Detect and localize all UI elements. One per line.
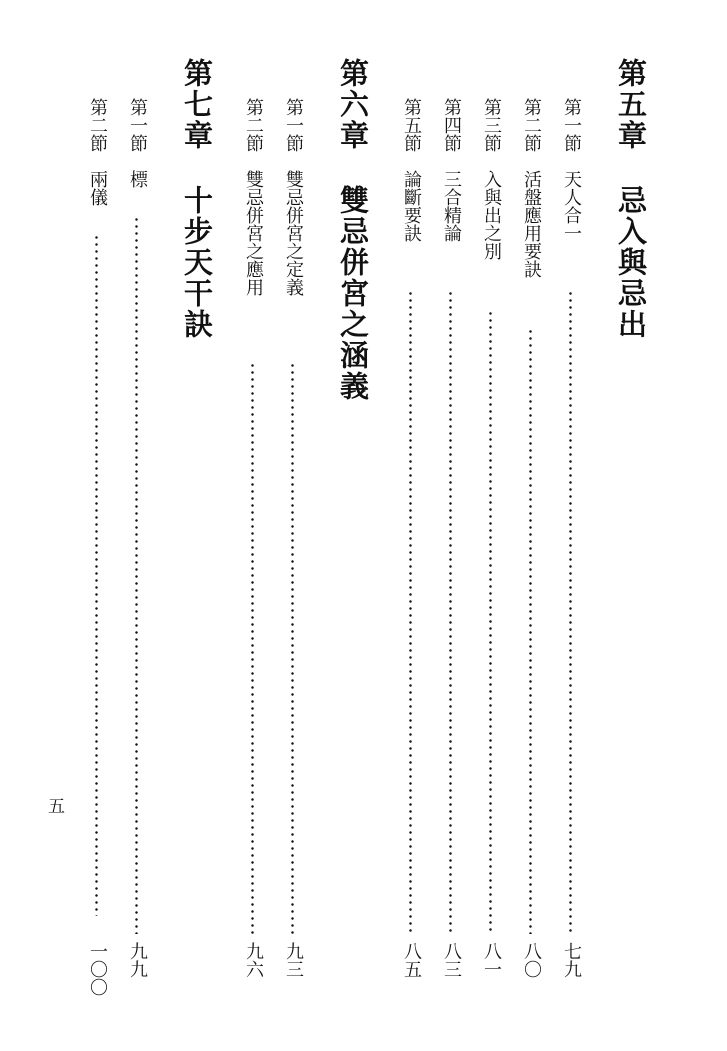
- chapter-heading: [336, 58, 370, 402]
- page-number: 九三: [283, 942, 304, 978]
- section-number: 第四節: [441, 98, 462, 152]
- chapter-heading: [180, 58, 214, 340]
- chapter-number: 第五章: [614, 58, 648, 151]
- chapter-title: 十步天干訣: [180, 185, 214, 340]
- chapter-heading: [614, 58, 648, 340]
- section-title: 雙忌併宮之應用: [243, 170, 264, 296]
- leader-dots: [95, 234, 98, 916]
- toc-entry[interactable]: [87, 98, 108, 996]
- page-folio: 五: [48, 797, 65, 817]
- section-title: 入與出之別: [481, 170, 502, 260]
- section-number: 第一節: [127, 98, 148, 152]
- toc-entry[interactable]: [482, 98, 500, 978]
- leader-dots: [529, 328, 532, 934]
- toc-entry[interactable]: [562, 98, 580, 978]
- toc-entry[interactable]: [284, 98, 302, 978]
- chapter-number: 第六章: [336, 58, 370, 151]
- toc-entry[interactable]: [442, 98, 460, 978]
- page-number: 八五: [401, 942, 422, 978]
- page-number: 九九: [127, 942, 148, 978]
- section-number: 第二節: [243, 98, 264, 152]
- section-title: 雙忌併宮之定義: [283, 170, 304, 296]
- toc-entry[interactable]: [522, 98, 540, 978]
- section-title: 天人合一: [561, 170, 582, 242]
- leader-dots: [449, 290, 452, 934]
- section-number: 第三節: [481, 98, 502, 152]
- section-number: 第一節: [283, 98, 304, 152]
- chapter-title: 雙忌併宮之涵義: [336, 185, 370, 402]
- leader-dots: [251, 362, 254, 934]
- section-title: 三合精論: [441, 170, 462, 242]
- page-number: 七九: [561, 942, 582, 978]
- section-title: 標: [127, 170, 148, 188]
- page-number: 八〇: [521, 942, 542, 978]
- leader-dots: [409, 290, 412, 934]
- section-title: 論斷要訣: [401, 170, 422, 242]
- toc-entry[interactable]: [244, 98, 262, 978]
- section-number: 第二節: [521, 98, 542, 152]
- section-number: 第五節: [401, 98, 422, 152]
- chapter-number: 第七章: [180, 58, 214, 151]
- page-number: 一〇〇: [87, 942, 108, 996]
- toc-entry[interactable]: [128, 98, 146, 978]
- leader-dots: [135, 216, 138, 934]
- toc-entry[interactable]: [402, 98, 420, 978]
- page-number: 八三: [441, 942, 462, 978]
- leader-dots: [569, 290, 572, 934]
- section-number: 第一節: [561, 98, 582, 152]
- page-number: 九六: [243, 942, 264, 978]
- leader-dots: [489, 310, 492, 934]
- section-title: 活盤應用要訣: [521, 170, 542, 278]
- leader-dots: [291, 362, 294, 934]
- page-number: 八一: [481, 942, 502, 978]
- section-number: 第二節: [87, 98, 108, 152]
- chapter-title: 忌入與忌出: [614, 185, 648, 340]
- section-title: 兩儀: [87, 170, 108, 206]
